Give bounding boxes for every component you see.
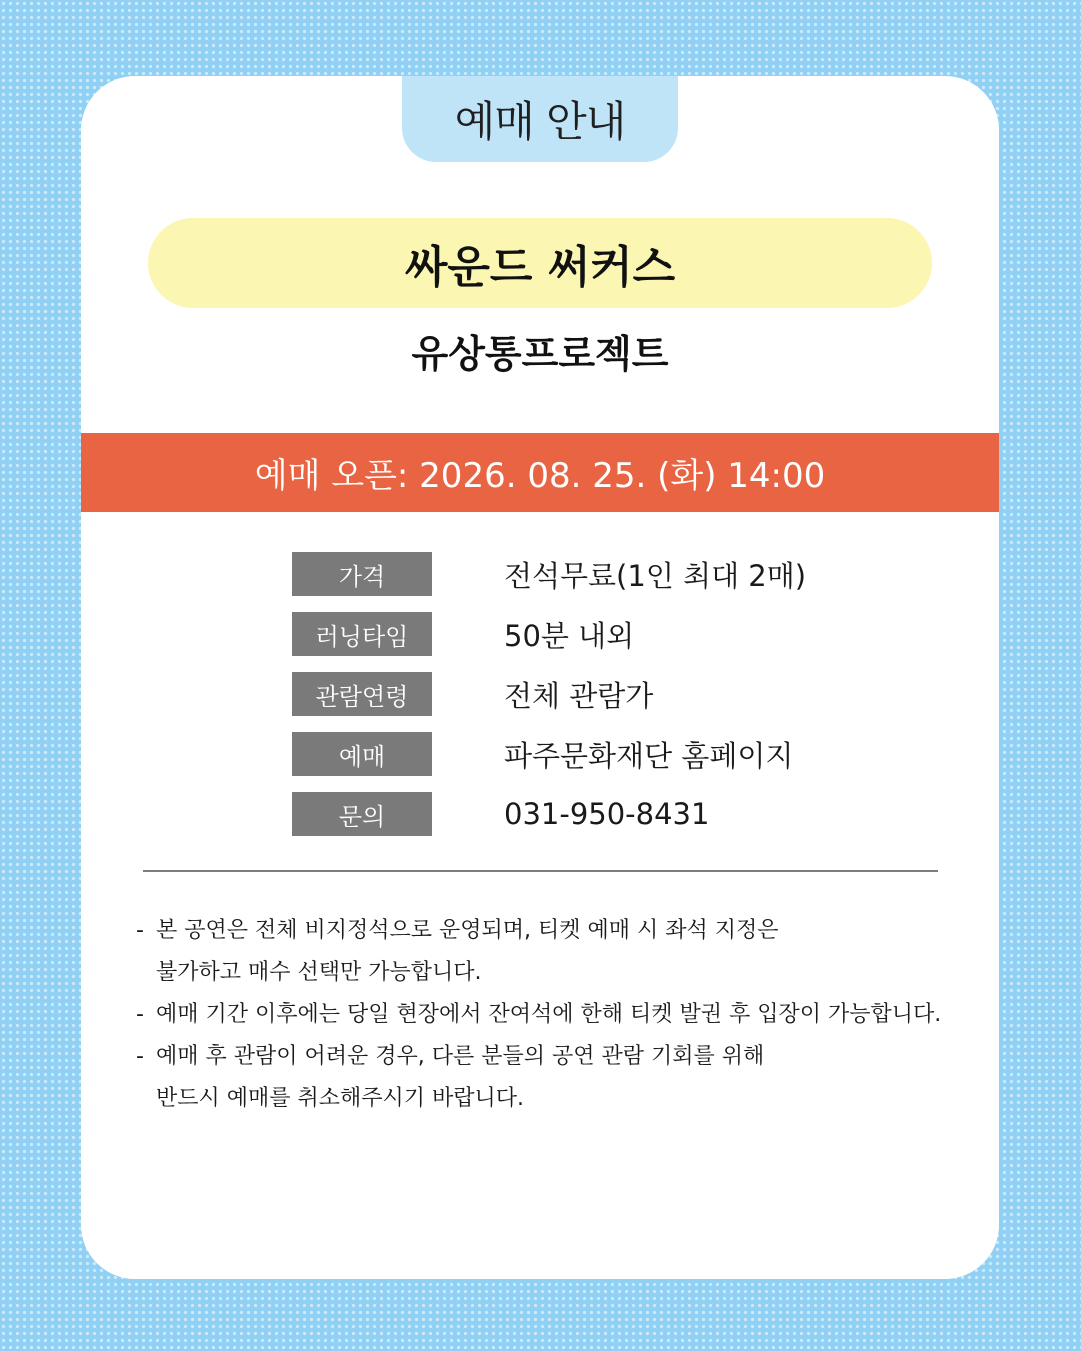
info-label: 러닝타임 <box>292 612 432 656</box>
note-line: 반드시 예매를 취소해주시기 바랍니다. <box>156 1086 525 1111</box>
info-label: 관람연령 <box>292 672 432 716</box>
divider <box>143 870 938 872</box>
info-label: 가격 <box>292 552 432 596</box>
info-value: 50분 내외 <box>504 618 635 653</box>
header-tab <box>402 76 678 162</box>
info-row-price <box>292 552 912 612</box>
ticket-open-banner <box>81 433 999 512</box>
note-line: 본 공연은 전체 비지정석으로 운영되며, 티켓 예매 시 좌석 지정은 <box>156 918 779 943</box>
info-value: 031-950-8431 <box>504 797 710 831</box>
note-dash: - <box>136 1044 144 1069</box>
show-title: 싸운드 써커스 <box>404 242 676 293</box>
info-value: 전체 관람가 <box>504 678 654 713</box>
note-line: 예매 기간 이후에는 당일 현장에서 잔여석에 한해 티켓 발권 후 입장이 가능합니다. <box>156 1002 942 1027</box>
notes-list <box>136 910 976 1120</box>
info-row-contact <box>292 792 912 852</box>
info-label: 예매 <box>292 732 432 776</box>
note-item <box>136 994 976 1036</box>
ticket-open-text: 예매 오픈: 2026. 08. 25. (화) 14:00 <box>254 456 826 496</box>
info-value: 파주문화재단 홈페이지 <box>504 738 794 773</box>
info-row-booking <box>292 732 912 792</box>
note-dash: - <box>136 1002 144 1027</box>
company-name: 유상통프로젝트 <box>411 332 669 376</box>
note-dash: - <box>136 918 144 943</box>
info-row-age <box>292 672 912 732</box>
info-value: 전석무료(1인 최대 2매) <box>504 558 807 593</box>
info-row-runtime <box>292 612 912 672</box>
show-title-pill <box>148 218 932 308</box>
note-item <box>136 1036 976 1120</box>
info-table <box>292 552 912 852</box>
info-label: 문의 <box>292 792 432 836</box>
header-tab-title: 예매 안내 <box>454 97 626 146</box>
note-item <box>136 910 976 994</box>
note-line: 예매 후 관람이 어려운 경우, 다른 분들의 공연 관람 기회를 위해 <box>156 1044 765 1069</box>
note-line: 불가하고 매수 선택만 가능합니다. <box>156 960 482 985</box>
info-card <box>81 76 999 1279</box>
